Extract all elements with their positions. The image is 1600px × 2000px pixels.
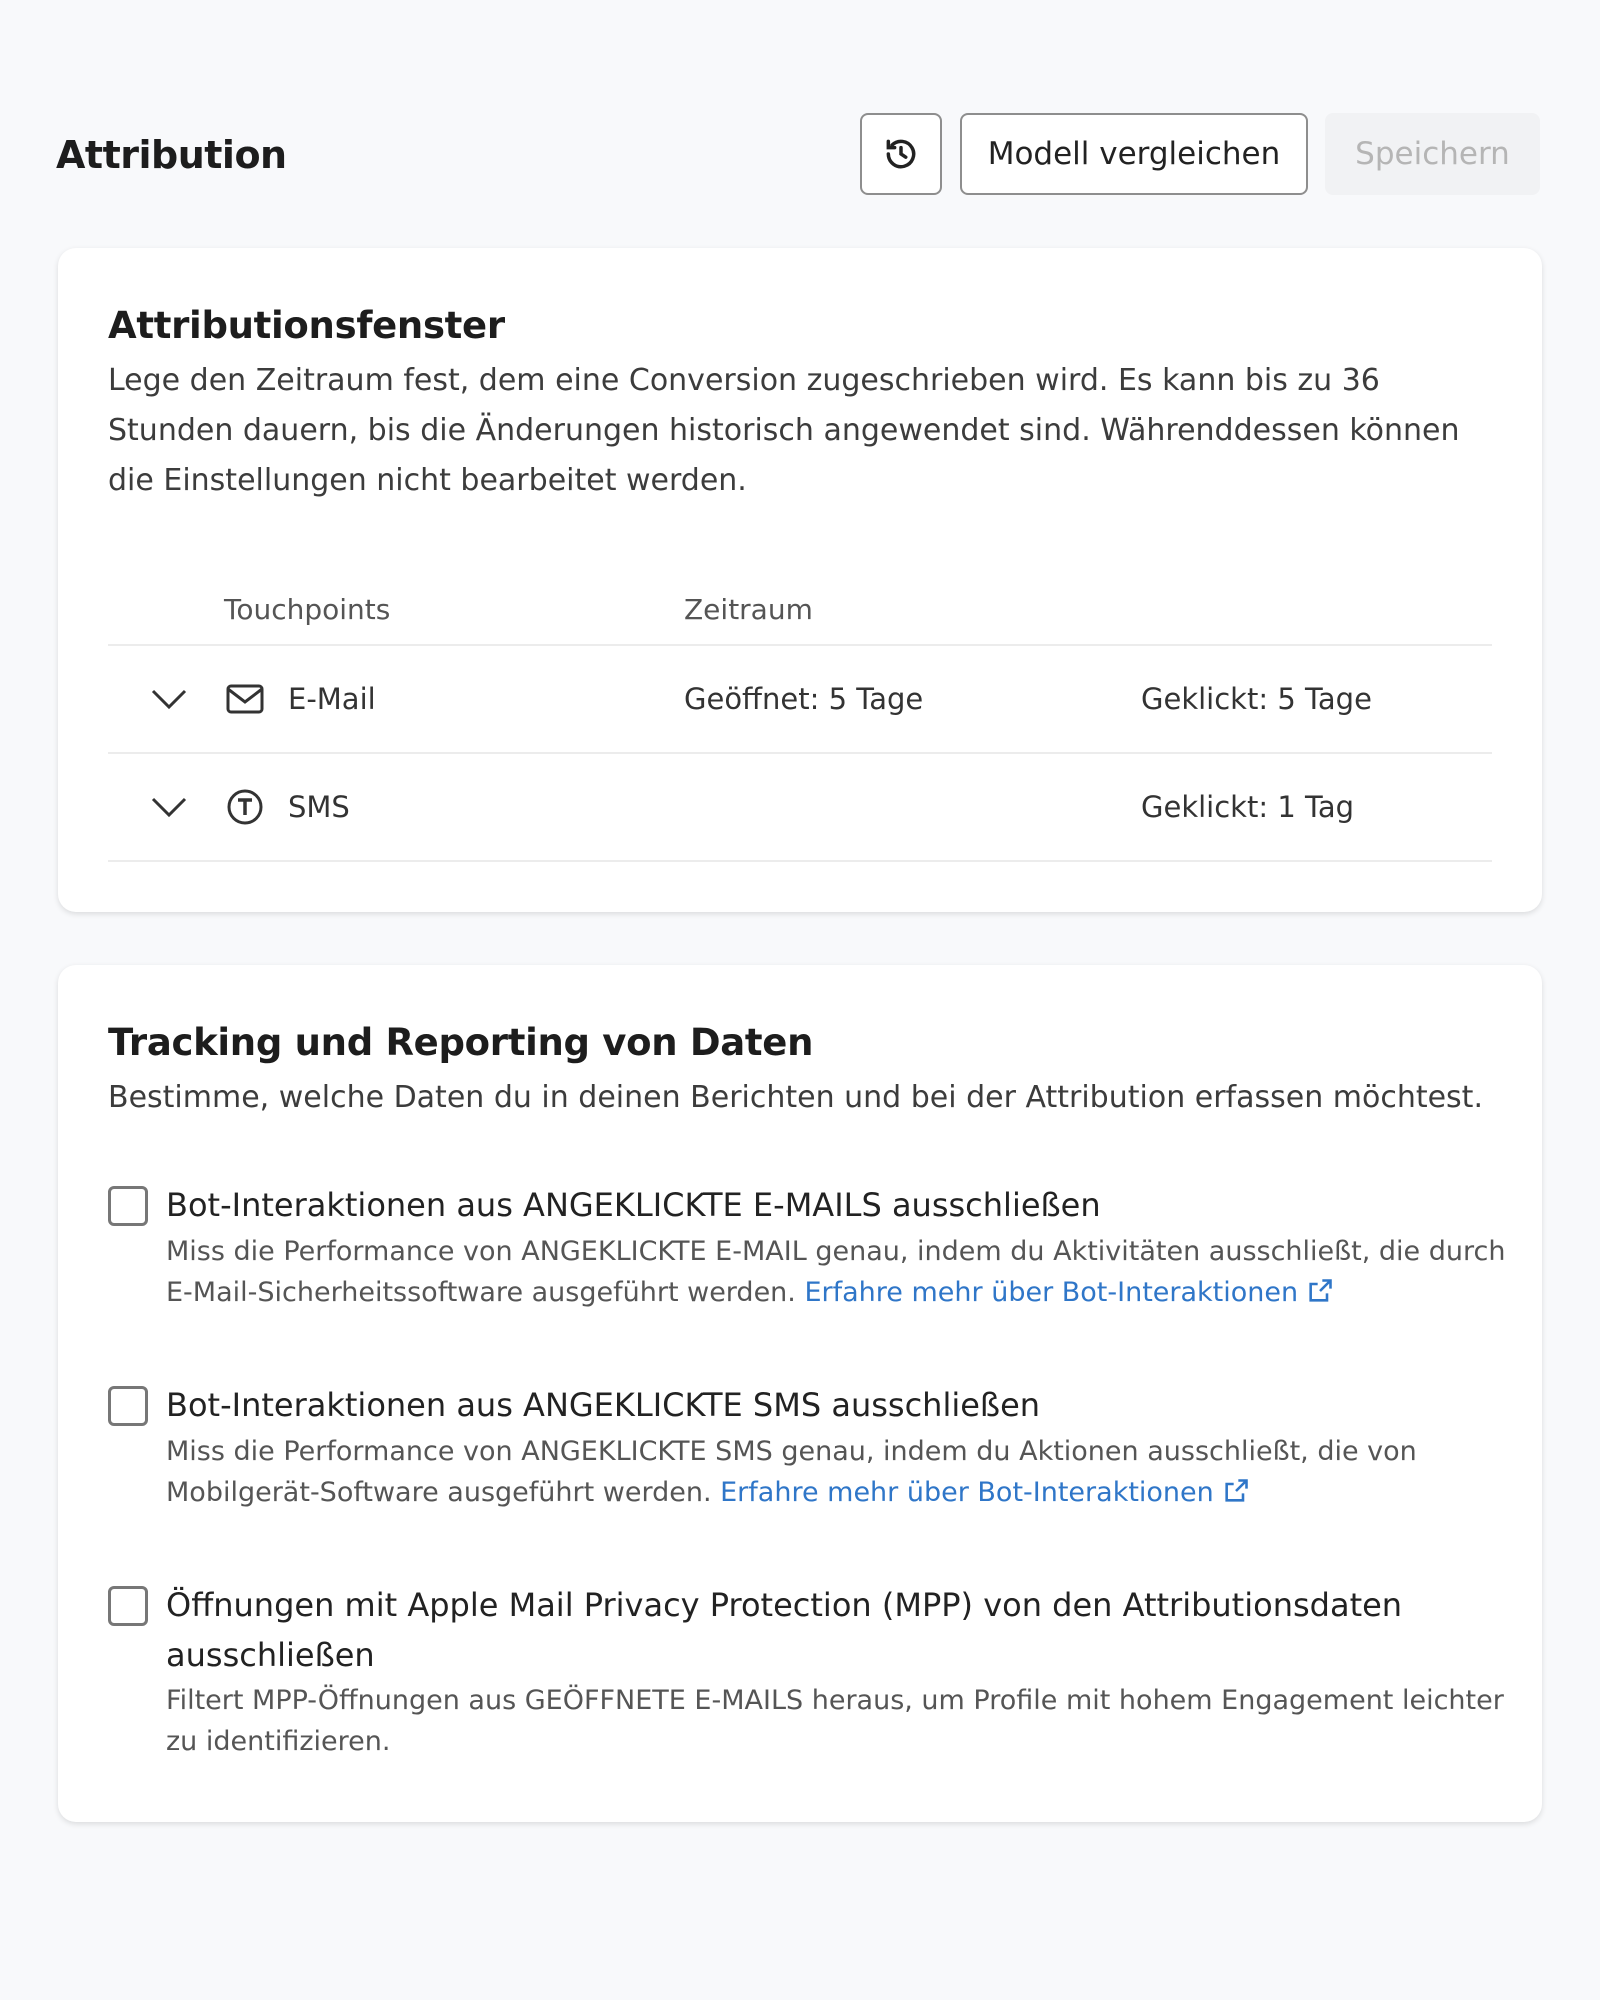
checkbox-label: Öffnungen mit Apple Mail Privacy Protection (MPP) von den Attributionsdaten ausschließen — [166, 1586, 1403, 1674]
checkbox-label: Bot-Interaktionen aus ANGEKLICKTE SMS ausschließen — [166, 1386, 1041, 1424]
chevron-down-icon[interactable] — [150, 646, 188, 752]
history-button[interactable] — [860, 113, 942, 195]
external-link-icon — [1222, 1477, 1250, 1505]
checkbox-description: Filtert MPP-Öffnungen aus GEÖFFNETE E-MAILS heraus, um Profile mit hohem Engagement leichter zu identifizieren. — [166, 1685, 1504, 1757]
sms-icon — [226, 754, 264, 860]
section-description: Lege den Zeitraum fest, dem eine Conversion zugeschrieben wird. Es kann bis zu 36 Stunden dauern, bis die Änderungen historisch angewendet sind. Währenddessen können die Einstellungen nicht bearbeitet werden. — [108, 363, 1460, 498]
learn-more-link[interactable]: Erfahre mehr über Bot-Interaktionen — [804, 1277, 1334, 1308]
checkbox-label: Bot-Interaktionen aus ANGEKLICKTE E-MAILS ausschließen — [166, 1186, 1101, 1224]
clicked-window: Geklickt: 5 Tage — [1141, 682, 1372, 716]
divider — [108, 860, 1492, 862]
learn-more-link[interactable]: Erfahre mehr über Bot-Interaktionen — [720, 1477, 1250, 1508]
checkbox-description: Miss die Performance von ANGEKLICKTE E-MAIL genau, indem du Aktivitäten ausschließt, die durch E-Mail-Sicherheitssoftware ausgeführt werden. Erfahre mehr über Bot-Interaktionen — [166, 1236, 1506, 1308]
history-icon — [882, 135, 920, 173]
section-title: Tracking und Reporting von Daten — [108, 1021, 814, 1064]
section-title: Attributionsfenster — [108, 304, 505, 347]
save-button[interactable]: Speichern — [1325, 113, 1540, 195]
table-row-email[interactable] — [108, 646, 1492, 752]
chevron-down-icon[interactable] — [150, 754, 188, 860]
compare-model-button[interactable]: Modell vergleichen — [960, 113, 1308, 195]
column-header-touchpoints: Touchpoints — [224, 593, 391, 626]
clicked-window: Geklickt: 1 Tag — [1141, 790, 1355, 824]
exclude-mpp-opens-checkbox[interactable] — [108, 1586, 148, 1626]
checkbox-description: Miss die Performance von ANGEKLICKTE SMS genau, indem du Aktionen ausschließt, die von Mobilgerät-Software ausgeführt werden. Erfahre mehr über Bot-Interaktionen — [166, 1436, 1417, 1508]
opened-window: Geöffnet: 5 Tage — [684, 682, 924, 716]
mail-icon — [226, 646, 264, 752]
exclude-sms-bots-checkbox[interactable] — [108, 1386, 148, 1426]
tracking-card — [58, 965, 1542, 1822]
column-header-zeitraum: Zeitraum — [684, 593, 813, 626]
touchpoint-label: E-Mail — [288, 682, 376, 716]
table-row-sms[interactable] — [108, 754, 1492, 860]
exclude-email-bots-checkbox[interactable] — [108, 1186, 148, 1226]
external-link-icon — [1306, 1277, 1334, 1305]
page-title: Attribution — [56, 133, 287, 177]
touchpoint-label: SMS — [288, 790, 350, 824]
section-description: Bestimme, welche Daten du in deinen Berichten und bei der Attribution erfassen möchtest. — [108, 1080, 1483, 1115]
attribution-window-card — [58, 248, 1542, 912]
